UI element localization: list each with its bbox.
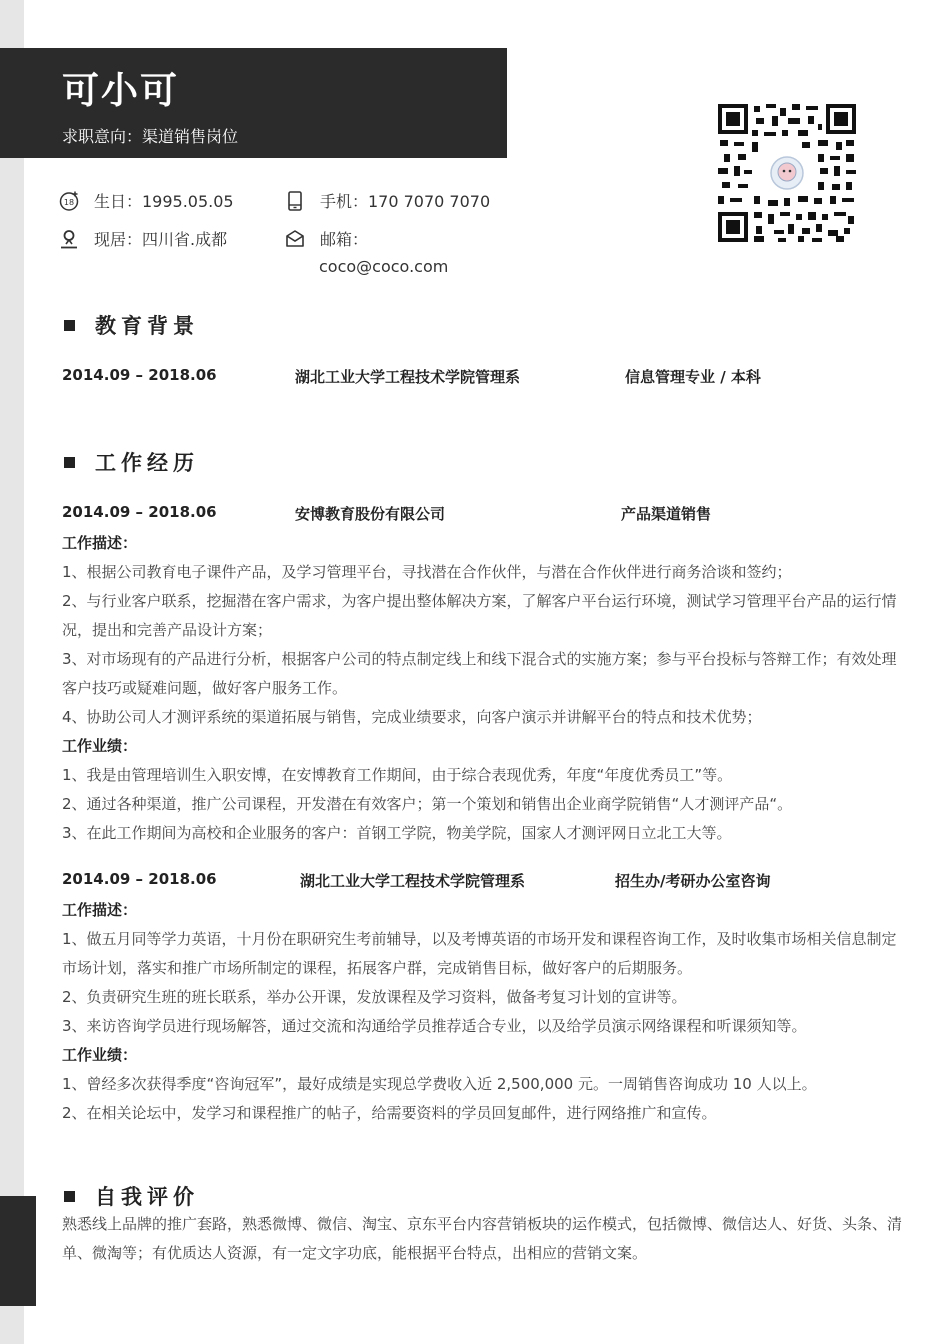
email-info bbox=[284, 227, 368, 250]
job-2-period: 2014.09 – 2018.06 bbox=[62, 870, 217, 888]
job-2-role: 招生办/考研办公室咨询 bbox=[615, 872, 771, 890]
education-period: 2014.09 – 2018.06 bbox=[62, 366, 217, 384]
job-1-desc-item: 4、协助公司人才测评系统的渠道拓展与销售，完成业绩要求，向客户演示并讲解平台的特点和技术优势； bbox=[62, 708, 762, 726]
job-2-company: 湖北工业大学工程技术学院管理系 bbox=[300, 872, 526, 890]
section-square-marker bbox=[64, 1191, 75, 1202]
education-school: 湖北工业大学工程技术学院管理系 bbox=[295, 368, 521, 386]
self-eval-section-title bbox=[64, 1181, 199, 1211]
job-1-desc-item: 1、根据公司教育电子课件产品，及学习管理平台，寻找潜在合作伙伴，与潜在合作伙伴进行商务洽谈和签约； bbox=[62, 563, 792, 581]
self-eval-block bbox=[62, 1210, 904, 1268]
job-1-ach-title: 工作业绩： bbox=[62, 737, 138, 755]
job-2-ach-item: 1、曾经多次获得季度“咨询冠军”，最好成绩是实现总学费收入近 2,500,000 元。一周销售咨询成功 10 人以上。 bbox=[62, 1075, 817, 1093]
job-1-desc-title: 工作描述： bbox=[62, 534, 138, 552]
education-row bbox=[62, 366, 902, 388]
job-2-ach-item: 2、在相关论坛中，发学习和课程推广的帖子，给需要资料的学员回复邮件，进行网络推广和宣传。 bbox=[62, 1104, 717, 1122]
birthday-text: 生日：1995.05.05 bbox=[94, 192, 234, 211]
mail-icon bbox=[284, 228, 306, 250]
email-value: coco@coco.com bbox=[319, 257, 449, 276]
candidate-name: 可小可 bbox=[62, 69, 179, 112]
self-eval-text: 熟悉线上品牌的推广套路，熟悉微博、微信、淘宝、京东平台内容营销板块的运作模式，包括微博、微信达人、好货、头条、清单、微淘等；有优质达人资源，有一定文字功底，能根据平台特点，出相应的营销文案。 bbox=[62, 1215, 903, 1262]
job-2-details bbox=[62, 896, 904, 1128]
job-2-ach-title: 工作业绩： bbox=[62, 1046, 138, 1064]
work-title-text: 工作经历 bbox=[95, 451, 199, 475]
job-2-header bbox=[62, 870, 902, 892]
job-2-desc-item: 3、来访咨询学员进行现场解答，通过交流和沟通给学员推荐适合专业，以及给学员演示网络课程和听课须知等。 bbox=[62, 1017, 807, 1035]
job-1-ach-item: 3、在此工作期间为高校和企业服务的客户：首钢工学院，物美学院，国家人才测评网日立北工大等。 bbox=[62, 824, 732, 842]
education-major: 信息管理专业 / 本科 bbox=[625, 368, 761, 386]
section-square-marker bbox=[64, 320, 75, 331]
self-eval-title-text: 自我评价 bbox=[95, 1185, 199, 1209]
job-1-desc-item: 2、与行业客户联系，挖掘潜在客户需求，为客户提出整体解决方案，了解客户平台运行环境，测试学习管理平台产品的运行情况，提出和完善产品设计方案； bbox=[62, 592, 897, 639]
job-1-ach-item: 1、我是由管理培训生入职安博，在安博教育工作期间，由于综合表现优秀，年度“年度优秀员工”等。 bbox=[62, 766, 733, 784]
age-18-icon bbox=[58, 190, 80, 212]
job-1-details bbox=[62, 529, 904, 848]
education-title-text: 教育背景 bbox=[95, 314, 199, 338]
education-section-title bbox=[64, 310, 199, 340]
work-section-title bbox=[64, 447, 199, 477]
job-2-desc-item: 1、做五月同等学力英语，十月份在职研究生考前辅导，以及考博英语的市场开发和课程咨询工作，及时收集市场相关信息制定市场计划，落实和推广市场所制定的课程，拓展客户群，完成销售目标，做好客户的后期服务。 bbox=[62, 930, 897, 977]
job-2-desc-title: 工作描述： bbox=[62, 901, 138, 919]
job-1-desc-item: 3、对市场现有的产品进行分析，根据客户公司的特点制定线上和线下混合式的实施方案；参与平台投标与答辩工作；有效处理客户技巧或疑难问题，做好客户服务工作。 bbox=[62, 650, 897, 697]
job-1-company: 安博教育股份有限公司 bbox=[295, 505, 446, 523]
job-1-header bbox=[62, 503, 902, 525]
section-square-marker bbox=[64, 457, 75, 468]
location-person-icon bbox=[58, 228, 80, 250]
job-1-period: 2014.09 – 2018.06 bbox=[62, 503, 217, 521]
residence-info bbox=[58, 227, 227, 250]
qr-code bbox=[718, 104, 856, 242]
phone-info bbox=[284, 189, 490, 212]
svg-text:18: 18 bbox=[63, 197, 75, 207]
birthday-info bbox=[58, 189, 234, 212]
email-label: 邮箱： bbox=[320, 230, 369, 249]
phone-text: 手机：170 7070 7070 bbox=[320, 192, 491, 211]
job-2-desc-item: 2、负责研究生班的班长联系，举办公开课，发放课程及学习资料，做备考复习计划的宣讲等。 bbox=[62, 988, 687, 1006]
left-decor-block bbox=[0, 1196, 36, 1306]
residence-text: 现居：四川省.成都 bbox=[94, 230, 228, 249]
job-1-role: 产品渠道销售 bbox=[621, 505, 712, 523]
job-1-ach-item: 2、通过各种渠道，推广公司课程，开发潜在有效客户；第一个策划和销售出企业商学院销售“人才测评产品“。 bbox=[62, 795, 793, 813]
job-intent: 求职意向：渠道销售岗位 bbox=[62, 127, 239, 146]
left-decor-strip bbox=[0, 0, 24, 1344]
mobile-phone-icon bbox=[284, 190, 306, 212]
